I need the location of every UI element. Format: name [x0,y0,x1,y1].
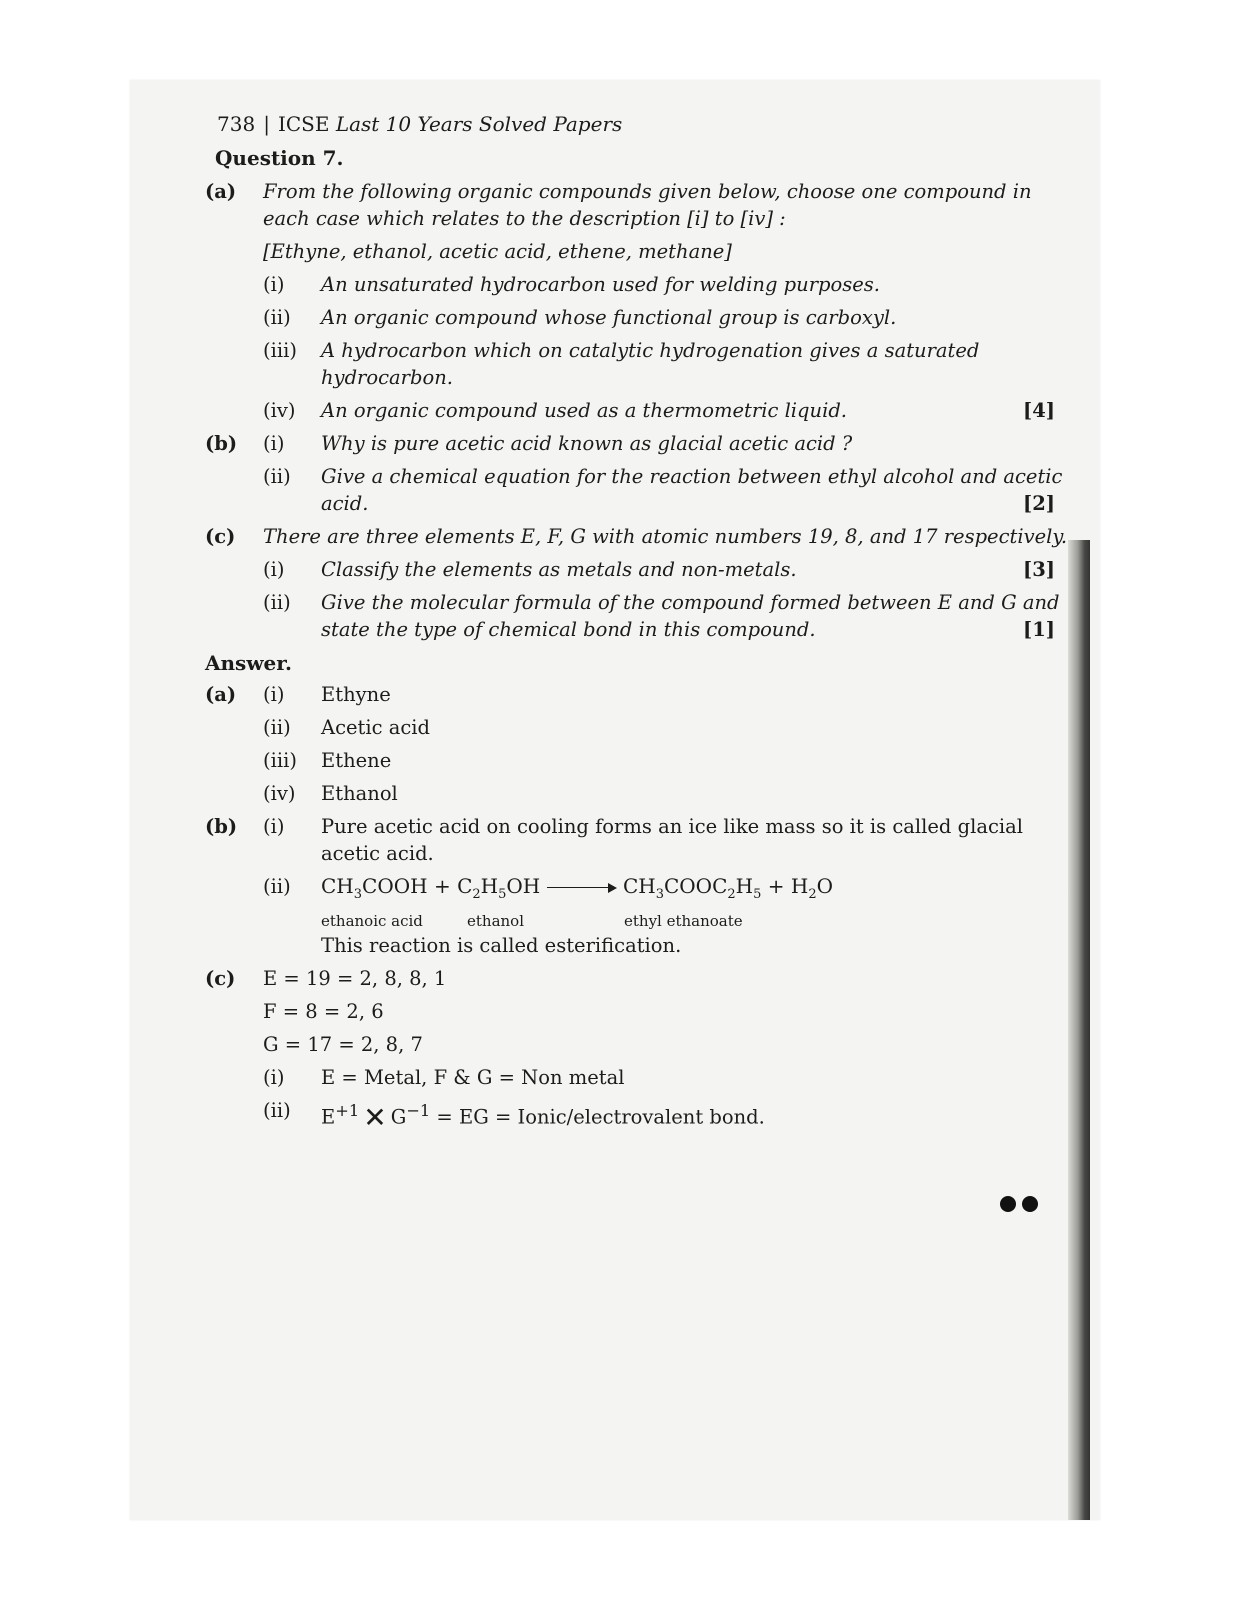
answer-c [205,965,1075,992]
answer-b-equation-row [263,873,1075,959]
formula-part: H [735,874,754,898]
item-text: Ethene [321,749,392,772]
config-e: E = 19 = 2, 8, 8, 1 [263,967,447,990]
marks: [4] [1022,399,1055,422]
item-number: (ii) [263,1099,291,1122]
item-text [321,397,1075,424]
answer-title: Answer. [205,651,292,675]
item-text: Pure acetic acid on cooling forms an ice like mass so it is called glacial acetic acid. [321,815,1023,865]
product-water [790,874,834,902]
esterification-note: This reaction is called esterification. [321,934,682,957]
question-b-label: (b) [205,432,238,455]
answer-c-label: (c) [205,967,236,990]
answer-c-config [263,1031,1075,1058]
question-a-item [263,304,1075,331]
item-number: (ii) [263,591,291,614]
label-ethyl-ethanoate: ethyl ethanoate [624,912,743,930]
marks: [2] [1022,492,1055,515]
item-text-body: Classify the elements as metals and non-metals. [321,558,797,581]
symbol-e: E [321,1105,336,1129]
item-number: (i) [263,558,285,581]
item-text [321,556,1075,583]
item-text: Ethanol [321,782,398,805]
item-text: Why is pure acetic acid known as glacial acetic acid ? [321,432,853,455]
running-header [217,112,1075,136]
formula-part: COOH [362,874,428,898]
item-text: Ethyne [321,683,391,706]
item-text: Acetic acid [321,716,431,739]
item-text: A hydrocarbon which on catalytic hydrogenation gives a saturated hydrocarbon. [321,339,980,389]
item-text-body: Give a chemical equation for the reaction between ethyl alcohol and acetic acid. [321,465,1063,515]
formula-subscript: 2 [472,887,481,902]
formula-subscript: 2 [808,887,817,902]
config-g: G = 17 = 2, 8, 7 [263,1033,423,1056]
end-marker [1000,1196,1038,1212]
marks: [1] [1022,618,1055,641]
answer-a-item [263,747,1075,774]
answer-a-item [263,780,1075,807]
label-ethanol: ethanol [467,912,524,930]
question-b [205,430,1075,457]
item-text [321,589,1075,643]
formula-part: O [816,874,834,898]
formula-subscript: 3 [655,887,664,902]
formula-subscript: 5 [753,887,762,902]
plus-sign: + [767,874,785,898]
answer-b-label: (b) [205,815,238,838]
bond-result: = EG = Ionic/electrovalent bond. [430,1105,765,1129]
plus-sign: + [433,874,451,898]
item-number: (iii) [263,749,297,772]
answer-body [205,681,1075,1134]
item-text [321,463,1075,517]
question-c-text: There are three elements E, F, G with atomic numbers 19, 8, and 17 respectively. [263,525,1068,548]
question-c-item [263,589,1075,643]
formula-part: CH [622,874,656,898]
item-text: An organic compound whose functional group is carboxyl. [321,306,897,329]
question-body [205,178,1075,643]
equation-labels [321,908,1075,928]
reaction-arrow-icon [547,883,617,893]
question-c [205,523,1075,550]
item-number: (ii) [263,465,291,488]
reactant-ethanoic-acid [321,874,428,902]
answer-a [205,681,1075,708]
formula-part: H [790,874,809,898]
formula-part: COOC [663,874,728,898]
question-a-options-text: [Ethyne, ethanol, acetic acid, ethene, methane] [263,240,732,263]
answer-c-item [263,1097,1075,1134]
label-ethanoic-acid: ethanoic acid [321,912,423,930]
publisher-name: ICSE [277,112,330,136]
question-c-label: (c) [205,525,236,548]
symbol-g: G [390,1105,407,1129]
item-text-body: An organic compound used as a thermometric liquid. [321,399,848,422]
formula-part: H [480,874,499,898]
formula-subscript: 2 [727,887,736,902]
question-a [205,178,1075,232]
question-b-item [263,463,1075,517]
item-number: (iii) [263,339,297,362]
formula-part: C [457,874,473,898]
question-c-item [263,556,1075,583]
item-number: (iv) [263,782,296,805]
item-text: E = Metal, F & G = Non metal [321,1066,625,1089]
answer-a-label: (a) [205,683,237,706]
item-number: (i) [263,1066,285,1089]
item-number: (ii) [263,875,291,898]
item-number: (iv) [263,399,296,422]
equation-line [321,873,1075,908]
question-a-item [263,271,1075,298]
item-number: (i) [263,683,285,706]
item-number: (i) [263,432,285,455]
item-number: (ii) [263,306,291,329]
question-a-item [263,397,1075,424]
item-text: An unsaturated hydrocarbon used for welding purposes. [321,273,880,296]
marks: [3] [1022,558,1055,581]
item-number: (ii) [263,716,291,739]
header-separator: | [263,112,270,136]
question-a-label: (a) [205,180,237,203]
item-number: (i) [263,815,285,838]
answer-c-config [263,998,1075,1025]
item-text-body: Give the molecular formula of the compound formed between E and G and state the type of chemical bond in this compound. [321,591,1060,641]
ionic-bond-text [321,1097,1075,1134]
formula-subscript: 3 [353,887,363,902]
charge-e: +1 [335,1101,360,1120]
question-title: Question 7. [215,146,344,170]
cross-icon: ✕ [363,1100,387,1134]
config-f: F = 8 = 2, 6 [263,1000,384,1023]
chemical-equation [321,873,1075,959]
dot-icon [1000,1196,1016,1212]
page-content [205,112,1075,1137]
reactant-ethanol [457,874,541,902]
formula-subscript: 5 [498,887,507,902]
question-a-item [263,337,1075,391]
product-ethyl-ethanoate [622,874,762,902]
answer-a-item [263,714,1075,741]
answer-c-item [263,1064,1075,1091]
answer-b [205,813,1075,867]
question-a-options [263,238,1075,265]
charge-g: −1 [406,1101,431,1120]
formula-part: CH [321,874,354,898]
dot-icon [1022,1196,1038,1212]
page-number: 738 [217,112,256,136]
formula-part: OH [506,874,541,898]
publisher-series: Last 10 Years Solved Papers [335,112,623,136]
question-a-text: From the following organic compounds given below, choose one compound in each case which relates to the description [i] to [iv] : [263,180,1032,230]
item-number: (i) [263,273,285,296]
